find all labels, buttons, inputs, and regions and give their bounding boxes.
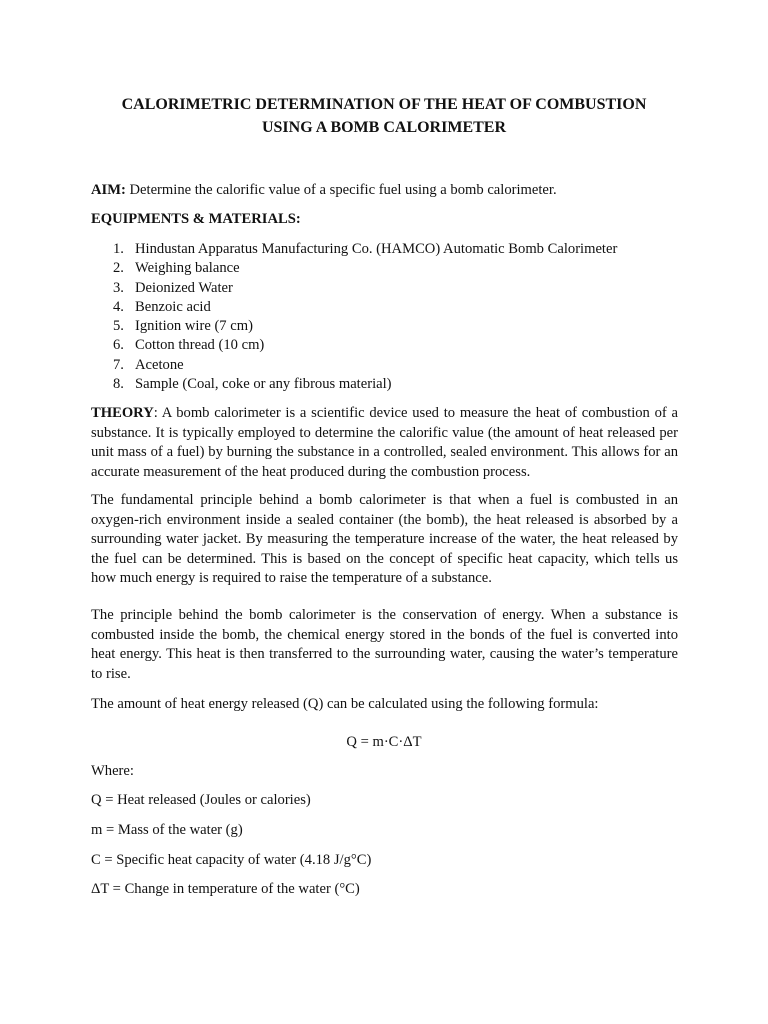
list-item-number: 2.: [113, 260, 124, 277]
list-item: [91, 336, 617, 355]
list-item-text: Deionized Water: [135, 279, 233, 296]
list-item-number: 4.: [113, 298, 124, 315]
theory-text: : A bomb calorimeter is a scientific device used to measure the heat of combustion of a substance. It is typically employed to determine the calorific value (the amount of heat released per unit mass of a fuel) by burning the substance in a controlled, sealed environment. This allows for an accurate measurement of the heat produced during the combustion process.: [91, 405, 678, 480]
list-item-number: 8.: [113, 376, 124, 393]
list-item-text: Benzoic acid: [135, 298, 211, 315]
conservation-principle-paragraph: The principle behind the bomb calorimeter is the conservation of energy. When a substance is combusted inside the bomb, the chemical energy stored in the bonds of the fuel is converted into heat energy. This heat is then transferred to the surrounding water, causing the water’s temperature to rise.: [91, 607, 678, 682]
list-item-number: 7.: [113, 356, 124, 373]
definition-c: C = Specific heat capacity of water (4.18 J/g°C): [91, 852, 372, 868]
equipment-heading: EQUIPMENTS & MATERIALS:: [91, 211, 301, 227]
list-item-number: 6.: [113, 337, 124, 354]
list-item-number: 3.: [113, 279, 124, 296]
list-item: [91, 240, 617, 259]
list-item-text: Sample (Coal, coke or any fibrous material): [135, 376, 392, 393]
fundamental-principle-paragraph: The fundamental principle behind a bomb calorimeter is that when a fuel is combusted in an oxygen-rich environment inside a sealed container (the bomb), the heat released is absorbed by a surrounding water jacket. By measuring the temperature increase of the water, the heat released by the fuel can be determined. This is based on the concept of specific heat capacity, which tells us how much energy is required to raise the temperature of a substance.: [91, 492, 678, 586]
list-item-text: Ignition wire (7 cm): [135, 318, 253, 335]
heat-formula: Q = m·C·ΔT: [346, 734, 422, 750]
list-item-text: Cotton thread (10 cm): [135, 337, 265, 354]
list-item: [91, 259, 617, 278]
list-item: [91, 279, 617, 298]
list-item: [91, 298, 617, 317]
title-line-2: USING A BOMB CALORIMETER: [261, 119, 507, 136]
title-line-1: CALORIMETRIC DETERMINATION OF THE HEAT OF COMBUSTION: [121, 96, 647, 113]
definition-m: m = Mass of the water (g): [91, 822, 243, 838]
list-item-number: 1.: [113, 241, 124, 257]
equipment-list: [91, 240, 617, 394]
list-item-text: Acetone: [135, 356, 184, 373]
document-title: [60, 93, 708, 139]
list-item-text: Hindustan Apparatus Manufacturing Co. (HAMCO) Automatic Bomb Calorimeter: [135, 241, 618, 257]
list-item: [91, 356, 617, 375]
aim-label: AIM:: [91, 182, 126, 198]
list-item-number: 5.: [113, 318, 124, 335]
list-item-text: Weighing balance: [135, 260, 240, 277]
theory-label: THEORY: [91, 405, 154, 421]
aim-text: Determine the calorific value of a specific fuel using a bomb calorimeter.: [125, 182, 557, 198]
definition-q: Q = Heat released (Joules or calories): [91, 792, 311, 808]
definition-delta-t: ΔT = Change in temperature of the water (°C): [91, 881, 360, 897]
where-label: Where:: [91, 763, 134, 779]
formula-intro: The amount of heat energy released (Q) can be calculated using the following formula:: [91, 696, 599, 712]
theory-paragraph: [91, 404, 678, 482]
list-item: [91, 317, 617, 336]
aim-paragraph: [91, 181, 678, 201]
list-item: [91, 375, 617, 394]
